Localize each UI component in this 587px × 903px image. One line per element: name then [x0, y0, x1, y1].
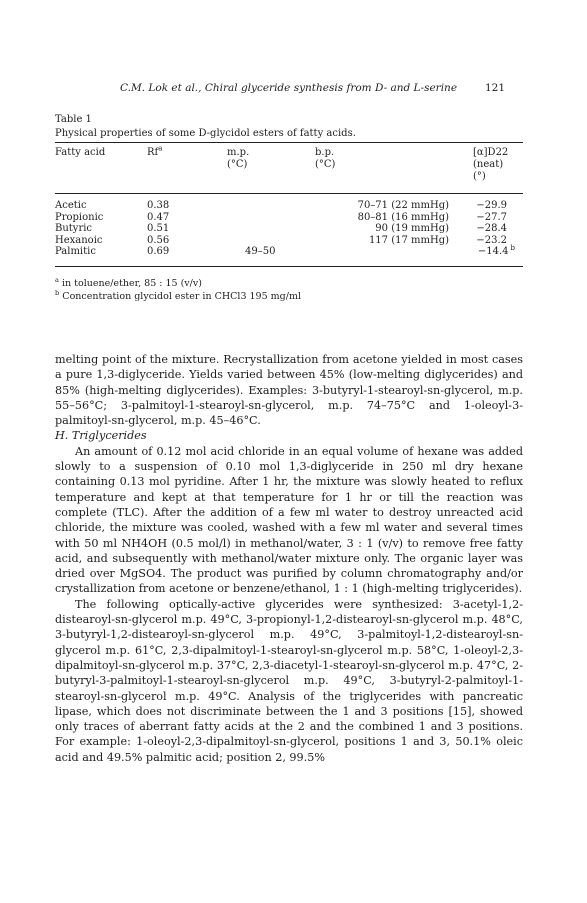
cell-mp: 49–50: [245, 246, 276, 257]
cell-rf: 0.51: [147, 223, 170, 234]
table-title: Physical properties of some D-glycidol esters of fatty acids.: [55, 128, 356, 139]
header-fatty-acid: Fatty acid: [55, 147, 106, 158]
cell-rf: 0.56: [147, 234, 170, 246]
page-number: 121: [484, 82, 505, 94]
running-head: [120, 82, 505, 94]
paragraph-diglycerides: melting point of the mixture. Recrystallization from acetone yielded in most cases a pure 1,3-diglyceride. Yields varied between 45% (low-melting diglycerides) and 85% (high-melting diglycerides). Examples: 3-butyryl-1-stearoyl-sn-glycerol, m.p. 55–56°C; 3-palmitoyl-1-stearoyl-sn-glycerol, m.p. 74–75°C and 1-oleoyl-3-palmitoyl-sn-glycerol, m.p. 45–46°C.: [55, 353, 523, 428]
header-rf-text: Rf: [147, 147, 159, 158]
section-heading-triglycerides: H. Triglycerides: [55, 429, 147, 443]
cell-rotation-value: −28.4: [476, 223, 507, 234]
header-bp-unit: (°C): [315, 159, 336, 170]
cell-rf: 0.38: [147, 200, 170, 211]
cell-rotation-value: −29.9: [476, 200, 507, 211]
cell-bp: 90 (19 mmHg): [375, 223, 449, 234]
cell-fatty-acid: Hexanoic: [55, 234, 103, 246]
cell-fatty-acid: Palmitic: [55, 246, 96, 257]
cell-bp: 70–71 (22 mmHg): [357, 200, 449, 211]
table-body: [55, 194, 523, 266]
table-caption: [55, 113, 356, 141]
body-text: [55, 352, 523, 765]
header-mp: [227, 147, 249, 171]
cell-rotation-value: −23.2: [476, 234, 507, 246]
cell-rotation-footnote-mark: b: [510, 243, 515, 252]
cell-rotation: [476, 235, 507, 246]
cell-bp: 80–81 (16 mmHg): [357, 211, 449, 223]
paragraph-synthesized-glycerides: The following optically-active glycerides were synthesized: 3-acetyl-1,2-distearoyl-sn-glycerol m.p. 49°C, 3-propionyl-1,2-distearoyl-sn-glycerol m.p. 48°C, 3-butyryl-1,2-distearoyl-sn-glycerol m.p. 49°C, 3-palmitoyl-1,2-distearoyl-sn-glycerol m.p. 61°C, 2,3-dipalmitoyl-1-stearoyl-sn-glycerol m.p. 58°C, 1-oleoyl-2,3-dipalmitoyl-sn-glycerol m.p. 37°C, 2,3-diacetyl-1-stearoyl-sn-glycerol m.p. 47°C, 2-butyryl-3-palmitoyl-1-stearoyl-sn-glycerol m.p. 49°C, 3-butyryl-2-palmitoyl-1-stearoyl-sn-glycerol m.p. 49°C. Analysis of the triglycerides with pancreatic lipase, which does not discriminate between the 1 and 3 positions [15], showed only traces of aberrant fatty acids at the 2 and the combined 1 and 3 positions. For example: 1-oleoyl-2,3-dipalmitoyl-sn-glycerol, positions 1 and 3, 50.1% oleic acid and 49.5% palmitic acid; position 2, 99.5%: [55, 597, 523, 764]
cell-fatty-acid: Butyric: [55, 223, 93, 234]
header-rotation-neat: (neat): [473, 159, 504, 170]
table-header: [55, 143, 523, 193]
paragraph-triglyceride-method: An amount of 0.12 mol acid chloride in an equal volume of hexane was added slowly to a suspension of 0.10 mol 1,3-diglyceride in 250 ml dry hexane containing 0.13 mol pyridine. After 1 hr, the mixture was slowly heated to reflux temperature and kept at that temperature for 1 hr or till the reaction was complete (TLC). After the addition of a few ml water to destroy unreacted acid chloride, the mixture was cooled, washed with a few ml water and several times with 50 ml NH4OH (0.5 mol/l) in methanol/water, 3 : 1 (v/v) to remove free fatty acid, and subsequently with methanol/water mixture only. The organic layer was dried over MgSO4. The product was purified by column chromatography and/or crystallization from acetone or benzene/ethanol, 1 : 1 (high-melting triglycerides).: [55, 444, 523, 596]
cell-bp: 117 (17 mmHg): [368, 234, 449, 246]
header-rf-footnote-mark: a: [158, 144, 163, 153]
footnote-a-text: in toluene/ether, 85 : 15 (v/v): [62, 278, 202, 289]
header-mp-unit: (°C): [227, 159, 248, 170]
properties-table: [55, 142, 523, 267]
running-title: C.M. Lok et al., Chiral glyceride synthesis from D- and L-serine: [120, 82, 458, 94]
table-bottom-rule: [55, 266, 523, 267]
header-bp-label: b.p.: [315, 147, 335, 158]
footnote-b-mark: b: [55, 288, 60, 297]
footnote-a: [55, 277, 301, 290]
header-rf: [147, 144, 163, 158]
cell-rotation-value: −14.4: [477, 246, 509, 257]
header-rotation: [473, 147, 508, 183]
footnote-b: [55, 290, 301, 303]
header-rotation-label: [α]D22: [473, 147, 509, 158]
cell-rotation-value: −27.7: [476, 211, 507, 223]
cell-rf: 0.69: [147, 246, 170, 257]
cell-rotation: [476, 212, 507, 223]
cell-rf: 0.47: [147, 211, 170, 223]
header-bp: [315, 147, 335, 171]
cell-rotation: [477, 243, 515, 257]
header-rotation-unit: (°): [473, 171, 486, 182]
cell-fatty-acid: Acetic: [55, 200, 87, 211]
footnote-b-text: Concentration glycidol ester in CHCl3 195 mg/ml: [62, 291, 301, 302]
cell-rotation: [476, 223, 507, 234]
footnote-a-mark: a: [55, 275, 59, 284]
table-footnotes: [55, 277, 301, 303]
cell-rotation: [476, 200, 507, 211]
cell-fatty-acid: Propionic: [55, 211, 104, 223]
header-mp-label: m.p.: [227, 147, 250, 158]
table-label: Table 1: [55, 114, 92, 125]
